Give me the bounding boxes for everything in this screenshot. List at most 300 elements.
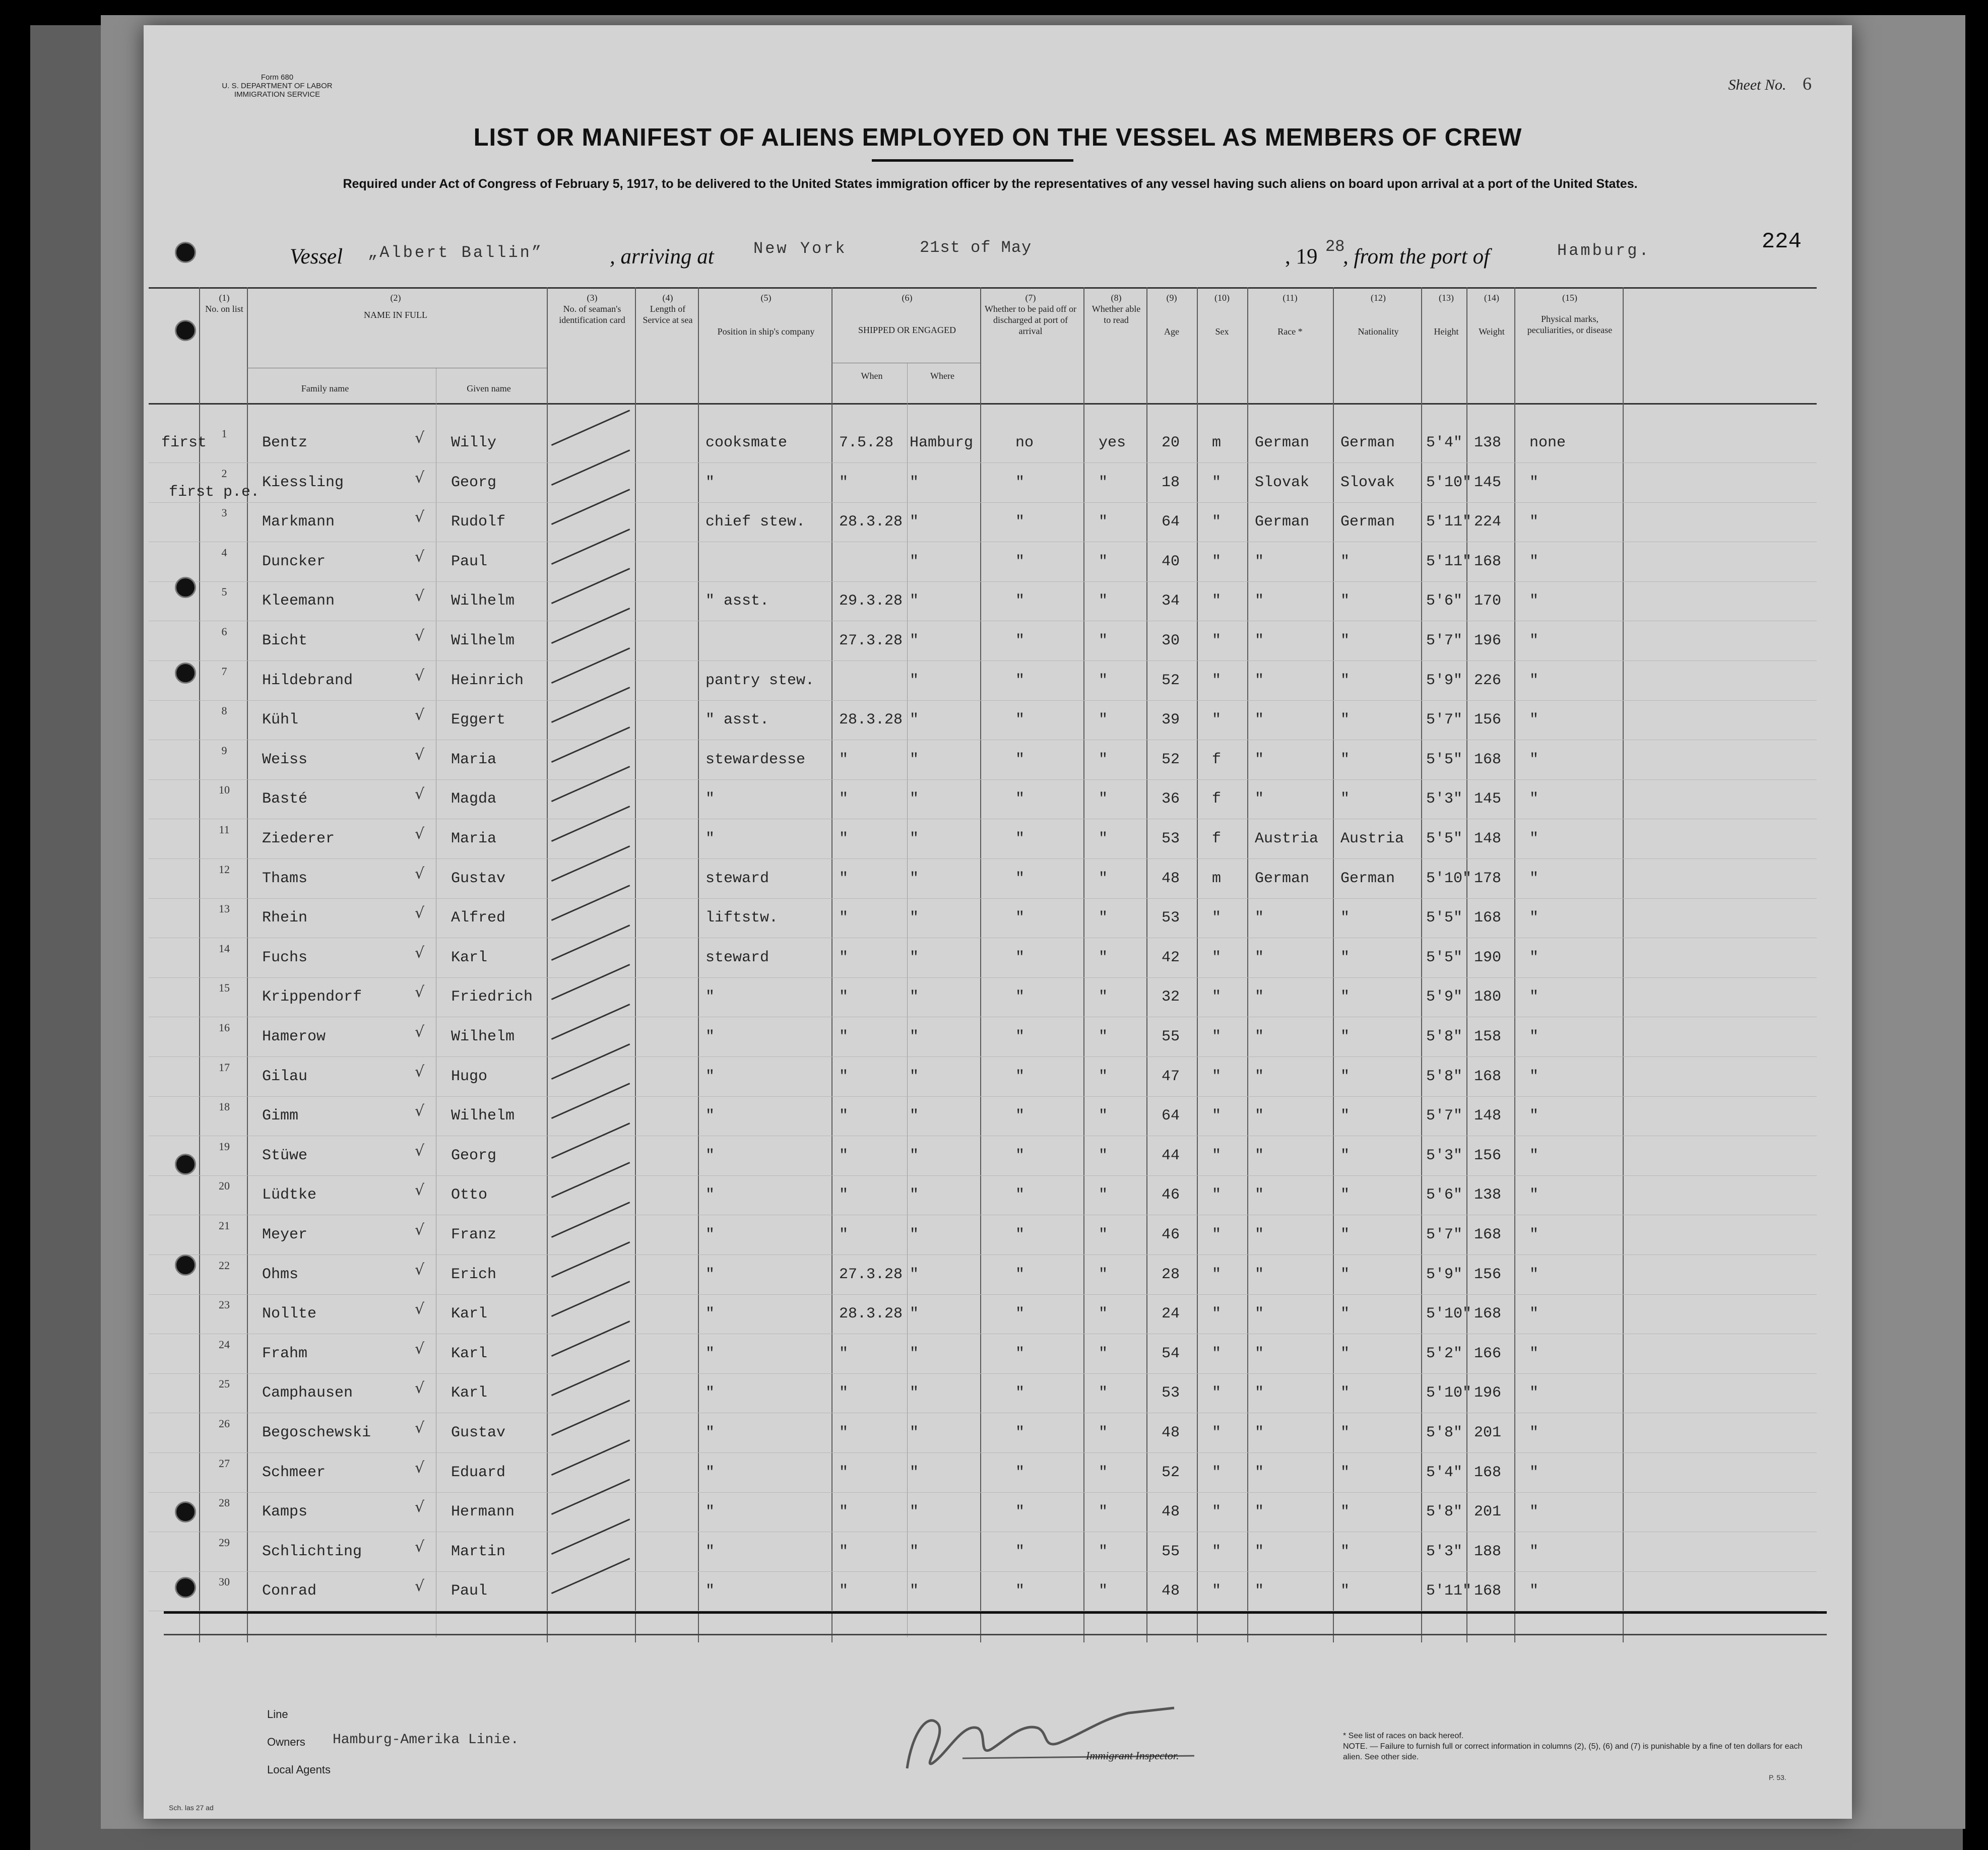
paid-off: " — [1015, 1107, 1025, 1125]
nationality: German — [1340, 870, 1395, 887]
paid-off: " — [1015, 592, 1025, 610]
position: " — [706, 1068, 715, 1085]
name-check-mark-icon: √ — [415, 706, 425, 724]
sex: " — [1212, 1424, 1222, 1441]
family-name: Hamerow — [262, 1028, 326, 1045]
able-to-read: " — [1099, 988, 1108, 1006]
row-number: 15 — [219, 981, 230, 995]
weight: 156 — [1474, 711, 1502, 729]
col-3-number: (3) — [587, 293, 598, 303]
position: " — [706, 1543, 715, 1560]
name-check-mark-icon: √ — [415, 1498, 425, 1516]
inspector-label: Immigrant Inspector. — [1086, 1749, 1179, 1762]
race: German — [1255, 870, 1310, 887]
given-name: Gustav — [451, 870, 506, 887]
race: " — [1255, 1226, 1264, 1243]
name-check-mark-icon: √ — [415, 1577, 425, 1596]
given-name: Karl — [451, 1305, 488, 1323]
given-name: Hermann — [451, 1503, 515, 1521]
name-check-mark-icon: √ — [415, 1102, 425, 1120]
shipped-where: " — [910, 1384, 919, 1402]
family-name: Stüwe — [262, 1147, 308, 1164]
col-7-number: (7) — [1025, 293, 1036, 303]
given-name: Georg — [451, 474, 497, 491]
weight: 145 — [1474, 790, 1502, 808]
table-row — [149, 1417, 1832, 1456]
physical-marks: " — [1529, 553, 1539, 570]
table-row — [149, 1457, 1832, 1495]
weight: 148 — [1474, 830, 1502, 847]
paid-off: " — [1015, 909, 1025, 927]
family-name: Camphausen — [262, 1384, 353, 1402]
race: " — [1255, 1107, 1264, 1125]
height: 5'2" — [1426, 1345, 1463, 1362]
shipped-where: " — [910, 1147, 919, 1164]
shipped-when: " — [839, 949, 849, 966]
shipped-when: " — [839, 1384, 849, 1402]
table-row — [149, 863, 1832, 901]
punch-hole — [175, 320, 196, 341]
able-to-read: " — [1099, 1582, 1108, 1600]
height: 5'8" — [1426, 1028, 1463, 1045]
shipped-when: " — [839, 1186, 849, 1204]
race: " — [1255, 949, 1264, 966]
row-rule — [149, 1096, 1817, 1097]
legal-requirement-text: Required under Act of Congress of February 5, 1917, to be delivered to the United States immigration officer by the representatives of any vessel having such aliens on board upon arrival at a port of the United States. — [343, 177, 1638, 191]
year-prefix: , 19 — [1285, 245, 1318, 269]
race: " — [1255, 1147, 1264, 1164]
position: " asst. — [706, 592, 769, 610]
paid-off: " — [1015, 1266, 1025, 1283]
year-suffix: 28 — [1325, 237, 1345, 256]
family-name: Bentz — [262, 434, 308, 451]
nationality: " — [1340, 1345, 1350, 1362]
age: 42 — [1162, 949, 1180, 966]
paid-off: " — [1015, 1028, 1025, 1045]
weight: 180 — [1474, 988, 1502, 1006]
nationality: " — [1340, 592, 1350, 610]
crew-rows — [149, 282, 1832, 1637]
table-bottom-rule — [164, 1611, 1827, 1614]
paid-off: " — [1015, 988, 1025, 1006]
table-row — [149, 902, 1832, 941]
race: " — [1255, 1582, 1264, 1600]
col-12-number: (12) — [1371, 293, 1386, 303]
page-title: LIST OR MANIFEST OF ALIENS EMPLOYED ON THE VESSEL AS MEMBERS OF CREW — [473, 124, 1522, 151]
family-name: Kiessling — [262, 474, 344, 491]
shipped-where: " — [910, 949, 919, 966]
penalty-note: NOTE. — Failure to furnish full or correct information in columns (2), (5), (6) and (7) is punishable by a fine of ten dollars for each alien. See other side. — [1343, 1742, 1803, 1761]
table-row — [149, 704, 1832, 743]
table-row — [149, 625, 1832, 664]
age: 48 — [1162, 1582, 1180, 1600]
row-rule — [149, 1056, 1817, 1057]
physical-marks: " — [1529, 949, 1539, 966]
physical-marks: " — [1529, 711, 1539, 729]
given-name: Karl — [451, 1384, 488, 1402]
race: " — [1255, 790, 1264, 808]
able-to-read: " — [1099, 711, 1108, 729]
name-check-mark-icon: √ — [415, 983, 425, 1002]
col-8-number: (8) — [1111, 293, 1122, 303]
punch-hole — [175, 1577, 196, 1598]
age: 46 — [1162, 1186, 1180, 1204]
weight: 170 — [1474, 592, 1502, 610]
footer — [144, 1688, 1852, 1812]
arrival-port: New York — [753, 239, 847, 258]
row-number: 9 — [221, 744, 227, 757]
nationality: " — [1340, 1503, 1350, 1521]
height: 5'11" — [1426, 513, 1472, 531]
physical-marks: none — [1529, 434, 1566, 451]
race: " — [1255, 1345, 1264, 1362]
age: 52 — [1162, 751, 1180, 768]
age: 48 — [1162, 1424, 1180, 1441]
given-name: Wilhelm — [451, 1107, 515, 1125]
given-name: Karl — [451, 1345, 488, 1362]
row-number: 3 — [221, 506, 227, 519]
given-name: Otto — [451, 1186, 488, 1204]
shipped-when: " — [839, 1226, 849, 1243]
shipped-where: " — [910, 1464, 919, 1481]
height: 5'10" — [1426, 1384, 1472, 1402]
physical-marks: " — [1529, 632, 1539, 649]
height: 5'4" — [1426, 1464, 1463, 1481]
height: 5'8" — [1426, 1503, 1463, 1521]
weight: 190 — [1474, 949, 1502, 966]
physical-marks: " — [1529, 513, 1539, 531]
row-number: 5 — [221, 585, 227, 599]
paid-off: " — [1015, 474, 1025, 491]
row-rule — [149, 1254, 1817, 1255]
row-number: 19 — [219, 1140, 230, 1153]
family-name-subheader: Family name — [301, 383, 349, 393]
sex: " — [1212, 592, 1222, 610]
name-check-mark-icon: √ — [415, 587, 425, 606]
col-1-number: (1) — [219, 293, 230, 303]
table-row — [149, 427, 1832, 466]
paid-off: " — [1015, 1424, 1025, 1441]
name-check-mark-icon: √ — [415, 508, 425, 526]
position: steward — [706, 949, 769, 966]
height: 5'10" — [1426, 1305, 1472, 1323]
row-number: 6 — [221, 625, 227, 638]
row-rule — [149, 1571, 1817, 1572]
position: " — [706, 1464, 715, 1481]
shipped-when: " — [839, 1424, 849, 1441]
name-check-mark-icon: √ — [415, 1419, 425, 1437]
given-name: Paul — [451, 1582, 488, 1600]
weight: 226 — [1474, 672, 1502, 689]
height: 5'5" — [1426, 830, 1463, 847]
vessel-line — [280, 239, 1817, 275]
family-name: Gimm — [262, 1107, 299, 1125]
paid-off: " — [1015, 1503, 1025, 1521]
departure-port: Hamburg. — [1557, 241, 1651, 260]
age: 53 — [1162, 1384, 1180, 1402]
position: " asst. — [706, 711, 769, 729]
shipped-when: " — [839, 830, 849, 847]
row-rule — [149, 779, 1817, 780]
row-number: 12 — [219, 863, 230, 876]
height: 5'11" — [1426, 553, 1472, 570]
race: " — [1255, 553, 1264, 570]
shipped-when: " — [839, 1028, 849, 1045]
row-rule — [149, 1294, 1817, 1295]
age: 64 — [1162, 1107, 1180, 1125]
row-number: 14 — [219, 942, 230, 955]
physical-marks: " — [1529, 1582, 1539, 1600]
given-name-subheader: Given name — [467, 383, 511, 393]
shipped-when: " — [839, 1345, 849, 1362]
position: " — [706, 830, 715, 847]
shipped-when: 28.3.28 — [839, 1305, 903, 1323]
weight: 168 — [1474, 553, 1502, 570]
name-check-mark-icon: √ — [415, 1181, 425, 1200]
given-name: Georg — [451, 1147, 497, 1164]
age: 24 — [1162, 1305, 1180, 1323]
position: " — [706, 474, 715, 491]
sex: " — [1212, 1266, 1222, 1283]
sheet-number-field — [1728, 73, 1812, 94]
given-name: Martin — [451, 1543, 506, 1560]
race: Austria — [1255, 830, 1319, 847]
able-to-read: " — [1099, 1186, 1108, 1204]
weight: 168 — [1474, 1464, 1502, 1481]
col-10-number: (10) — [1214, 293, 1230, 303]
col-13-label: Height — [1434, 326, 1459, 337]
family-name: Lüdtke — [262, 1186, 317, 1204]
paid-off: " — [1015, 1147, 1025, 1164]
given-name: Maria — [451, 830, 497, 847]
row-rule — [149, 898, 1817, 899]
race: " — [1255, 1305, 1264, 1323]
nationality: " — [1340, 672, 1350, 689]
sex: " — [1212, 1464, 1222, 1481]
physical-marks: " — [1529, 1543, 1539, 1560]
owners-label: Owners — [267, 1736, 305, 1748]
height: 5'9" — [1426, 1266, 1463, 1283]
col-6-number: (6) — [902, 293, 913, 303]
table-row — [149, 1061, 1832, 1099]
sheet-label: Sheet No. — [1728, 77, 1786, 93]
col-4-label: Length of Service at sea — [643, 304, 693, 325]
table-row — [149, 506, 1832, 545]
weight: 168 — [1474, 1582, 1502, 1600]
races-note: * See list of races on back hereof. — [1343, 1732, 1464, 1740]
height: 5'3" — [1426, 1147, 1463, 1164]
physical-marks: " — [1529, 1384, 1539, 1402]
position: " — [706, 1186, 715, 1204]
given-name: Friedrich — [451, 988, 533, 1006]
physical-marks: " — [1529, 1464, 1539, 1481]
position: pantry stew. — [706, 672, 815, 689]
physical-marks: " — [1529, 1266, 1539, 1283]
row-number: 18 — [219, 1100, 230, 1113]
paid-off: " — [1015, 513, 1025, 531]
position: liftstw. — [706, 909, 779, 927]
table-row — [149, 585, 1832, 624]
shipped-where: " — [910, 513, 919, 531]
paid-off: " — [1015, 751, 1025, 768]
age: 54 — [1162, 1345, 1180, 1362]
punch-hole — [175, 1254, 196, 1276]
col-5-label: Position in ship's company — [717, 326, 815, 337]
nationality: " — [1340, 1384, 1350, 1402]
paid-off: " — [1015, 949, 1025, 966]
shipped-where: " — [910, 1266, 919, 1283]
shipped-where: " — [910, 870, 919, 887]
row-number: 8 — [221, 704, 227, 717]
name-check-mark-icon: √ — [415, 1379, 425, 1398]
table-row — [149, 1298, 1832, 1337]
shipped-when: 27.3.28 — [839, 1266, 903, 1283]
nationality: " — [1340, 1028, 1350, 1045]
nationality: German — [1340, 434, 1395, 451]
family-name: Fuchs — [262, 949, 308, 966]
shipped-when: " — [839, 1107, 849, 1125]
physical-marks: " — [1529, 1107, 1539, 1125]
col-5-number: (5) — [760, 293, 772, 303]
nationality: " — [1340, 1226, 1350, 1243]
race: " — [1255, 1028, 1264, 1045]
weight: 138 — [1474, 434, 1502, 451]
position: cooksmate — [706, 434, 788, 451]
nationality: " — [1340, 1424, 1350, 1441]
row-number: 13 — [219, 902, 230, 915]
row-rule — [149, 502, 1817, 503]
crew-table — [149, 282, 1832, 1637]
nationality: " — [1340, 1582, 1350, 1600]
position: " — [706, 1147, 715, 1164]
shipped-where: " — [910, 1107, 919, 1125]
notes — [1343, 1731, 1807, 1762]
weight: 201 — [1474, 1424, 1502, 1441]
name-check-mark-icon: √ — [415, 1261, 425, 1279]
col-12-label: Nationality — [1358, 326, 1399, 337]
paid-off: " — [1015, 1226, 1025, 1243]
race: " — [1255, 1464, 1264, 1481]
sex: " — [1212, 1147, 1222, 1164]
height: 5'9" — [1426, 988, 1463, 1006]
physical-marks: " — [1529, 909, 1539, 927]
sex: " — [1212, 1543, 1222, 1560]
row-rule — [149, 660, 1817, 661]
given-name: Karl — [451, 949, 488, 966]
form-number: Form 680 — [261, 73, 294, 82]
age: 39 — [1162, 711, 1180, 729]
line-label: Line — [267, 1708, 288, 1721]
name-check-mark-icon: √ — [415, 627, 425, 645]
height: 5'6" — [1426, 592, 1463, 610]
race: " — [1255, 1186, 1264, 1204]
shipped-when: 28.3.28 — [839, 711, 903, 729]
sex: " — [1212, 988, 1222, 1006]
sex: " — [1212, 1582, 1222, 1600]
row-number: 17 — [219, 1061, 230, 1074]
title-underline — [872, 159, 1073, 162]
race: " — [1255, 1424, 1264, 1441]
col-2-number: (2) — [390, 293, 401, 303]
page-code: P. 53. — [1769, 1773, 1786, 1781]
position: " — [706, 1582, 715, 1600]
family-name: Basté — [262, 790, 308, 808]
family-name: Hildebrand — [262, 672, 353, 689]
height: 5'7" — [1426, 1107, 1463, 1125]
able-to-read: " — [1099, 1464, 1108, 1481]
given-name: Wilhelm — [451, 1028, 515, 1045]
table-row — [149, 981, 1832, 1020]
shipped-when: " — [839, 1147, 849, 1164]
sex: f — [1212, 751, 1222, 768]
name-check-mark-icon: √ — [415, 785, 425, 804]
able-to-read: " — [1099, 949, 1108, 966]
physical-marks: " — [1529, 830, 1539, 847]
name-check-mark-icon: √ — [415, 1459, 425, 1477]
sex: " — [1212, 909, 1222, 927]
race: " — [1255, 1543, 1264, 1560]
nationality: " — [1340, 790, 1350, 808]
race: " — [1255, 988, 1264, 1006]
paid-off: " — [1015, 1068, 1025, 1085]
height: 5'10" — [1426, 474, 1472, 491]
age: 64 — [1162, 513, 1180, 531]
weight: 158 — [1474, 1028, 1502, 1045]
shipped-where: " — [910, 711, 919, 729]
family-name: Nollte — [262, 1305, 317, 1323]
age: 55 — [1162, 1543, 1180, 1560]
schedule-code: Sch. las 27 ad — [169, 1804, 214, 1812]
sex: " — [1212, 632, 1222, 649]
able-to-read: " — [1099, 1305, 1108, 1323]
col-9-label: Age — [1164, 326, 1179, 337]
table-row — [149, 1100, 1832, 1139]
punch-hole — [175, 1154, 196, 1175]
shipped-when: 28.3.28 — [839, 513, 903, 531]
manifest-sheet — [144, 25, 1852, 1819]
height: 5'6" — [1426, 1186, 1463, 1204]
physical-marks: " — [1529, 1305, 1539, 1323]
race: Slovak — [1255, 474, 1310, 491]
sex: " — [1212, 474, 1222, 491]
nationality: " — [1340, 1543, 1350, 1560]
able-to-read: " — [1099, 1503, 1108, 1521]
name-check-mark-icon: √ — [415, 904, 425, 922]
paid-off: " — [1015, 870, 1025, 887]
physical-marks: " — [1529, 592, 1539, 610]
owners-value: Hamburg-Amerika Linie. — [333, 1732, 519, 1748]
row-rule — [149, 1452, 1817, 1453]
weight: 224 — [1474, 513, 1502, 531]
shipped-when-subheader: When — [861, 371, 883, 381]
physical-marks: " — [1529, 1028, 1539, 1045]
paid-off: " — [1015, 672, 1025, 689]
name-check-mark-icon: √ — [415, 1340, 425, 1358]
family-name: Frahm — [262, 1345, 308, 1362]
given-name: Hugo — [451, 1068, 488, 1085]
position: " — [706, 1028, 715, 1045]
row-number: 11 — [219, 823, 230, 836]
family-name: Thams — [262, 870, 308, 887]
able-to-read: " — [1099, 632, 1108, 649]
table-row — [149, 546, 1832, 584]
physical-marks: " — [1529, 751, 1539, 768]
weight: 188 — [1474, 1543, 1502, 1560]
paid-off: no — [1015, 434, 1034, 451]
height: 5'7" — [1426, 711, 1463, 729]
able-to-read: " — [1099, 1107, 1108, 1125]
name-check-mark-icon: √ — [415, 1538, 425, 1556]
